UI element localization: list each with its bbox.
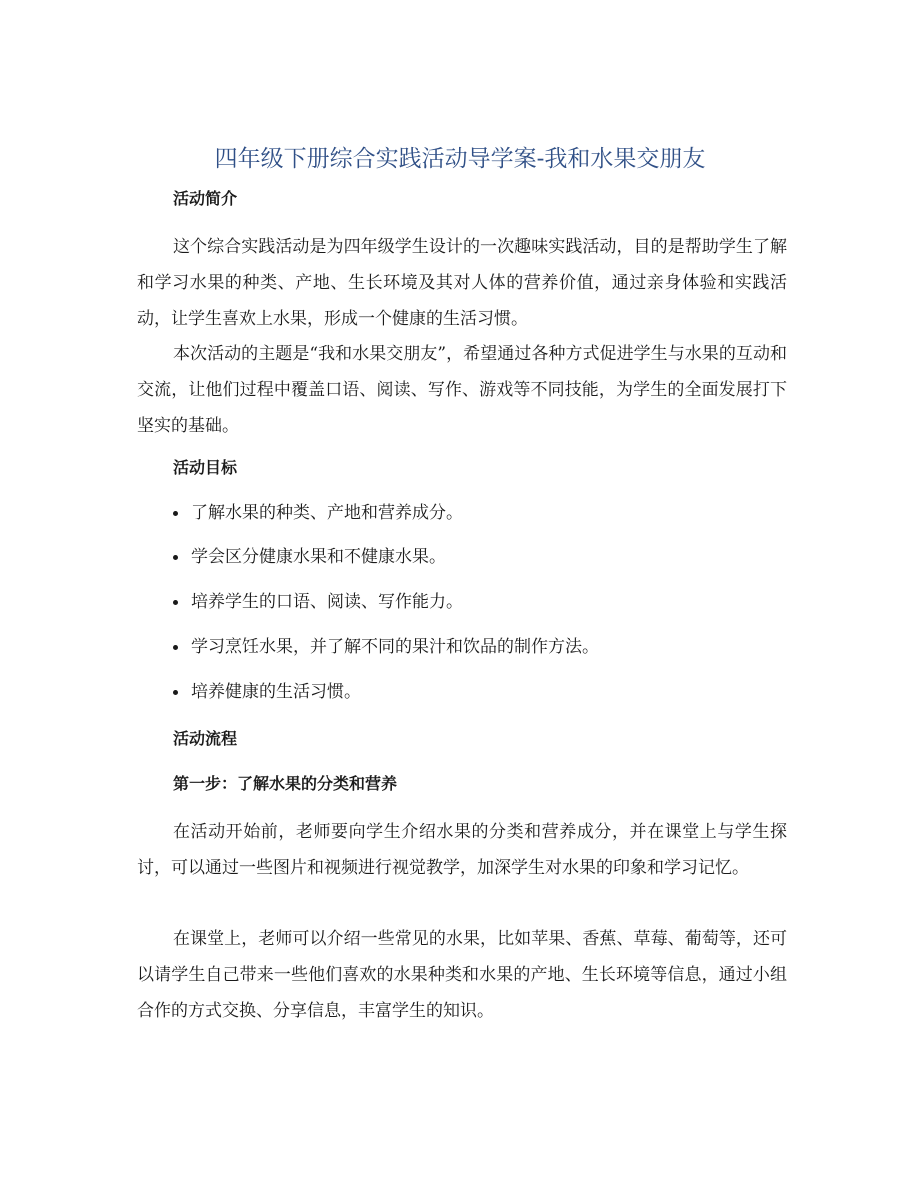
step1-paragraph-1: 在活动开始前，老师要向学生介绍水果的分类和营养成分，并在课堂上与学生探讨，可以通过一些图片和视频进行视觉教学，加深学生对水果的印象和学习记忆。: [137, 822, 787, 878]
list-item-text: 了解水果的种类、产地和营养成分。: [191, 503, 463, 523]
section-heading-goals: 活动目标: [173, 458, 238, 477]
bullet-icon: [173, 600, 178, 605]
list-item-text: 学会区分健康水果和不健康水果。: [191, 547, 446, 567]
list-item-text: 培养健康的生活习惯。: [191, 682, 361, 702]
bullet-icon: [173, 555, 178, 560]
intro-paragraph-1: 这个综合实践活动是为四年级学生设计的一次趣味实践活动，目的是帮助学生了解和学习水果的种类、产地、生长环境及其对人体的营养价值，通过亲身体验和实践活动，让学生喜欢上水果，形成一个健康的生活习惯。: [137, 237, 787, 329]
bullet-icon: [173, 690, 178, 695]
list-item-text: 学习烹饪水果，并了解不同的果汁和饮品的制作方法。: [191, 637, 599, 657]
intro-paragraph-2: 本次活动的主题是“我和水果交朋友”，希望通过各种方式促进学生与水果的互动和交流，让他们过程中覆盖口语、阅读、写作、游戏等不同技能，为学生的全面发展打下坚实的基础。: [137, 344, 787, 436]
bullet-icon: [173, 645, 178, 650]
document-title: 四年级下册综合实践活动导学案-我和水果交朋友: [214, 146, 706, 172]
step1-paragraph-2: 在课堂上，老师可以介绍一些常见的水果，比如苹果、香蕉、草莓、葡萄等，还可以请学生自己带来一些他们喜欢的水果种类和水果的产地、生长环境等信息，通过小组合作的方式交换、分享信息，丰富学生的知识。: [137, 929, 787, 1021]
section-heading-process: 活动流程: [173, 729, 238, 748]
step1-heading: 第一步：了解水果的分类和营养: [173, 774, 398, 793]
list-item-text: 培养学生的口语、阅读、写作能力。: [191, 592, 463, 612]
bullet-icon: [173, 511, 178, 516]
section-heading-intro: 活动简介: [173, 189, 238, 208]
